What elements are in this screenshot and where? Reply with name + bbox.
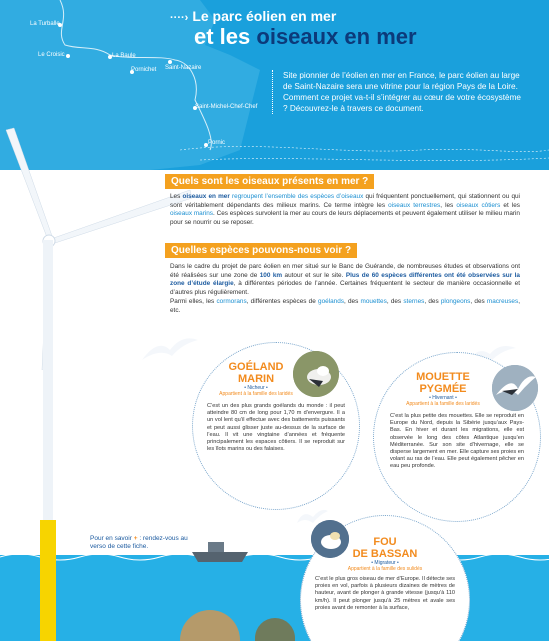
bird-name: MOUETTE [416, 371, 470, 383]
town-label: La Turballe [30, 21, 60, 27]
survey-boat-icon [190, 538, 250, 566]
title-highlight: oiseaux en mer [256, 24, 417, 49]
town-label: Pornic [208, 140, 226, 146]
more-info-note: Pour en savoir + : rendez-vous au verso de cette fiche. [90, 535, 188, 550]
page-title-line1 [170, 8, 336, 24]
bird-card-mouette-pygmee [373, 352, 541, 522]
bird-name: FOU [373, 536, 397, 548]
mouette-photo [492, 365, 538, 411]
bird-description: C’est un des plus grands goélands du monde : il peut atteindre 80 cm de long pour 1,70 m d’envergure. Il a un vol lent qu’il effectue avec des battements puissants et peut aussi glisser juste au-dessus de la surface de l’eau. Il vit une vingtaine d’années et fréquente principalement les espaces côtiers. Il se reproduit sur les îlots marins ou des falaises. [207, 403, 345, 453]
nature-sidebar [74, 310, 138, 480]
nature-label-2: NATURE [74, 322, 99, 328]
bird-family: Appartient à la famille des sulidés [347, 566, 423, 572]
bird-status: • Hivernant • [429, 395, 457, 401]
turbine-foundation [40, 520, 56, 641]
town-label: Saint-Nazaire [165, 65, 202, 71]
town-label: La Baule [112, 53, 136, 59]
section-species-text: Dans le cadre du projet de parc éolien en mer situé sur le Banc de Guérande, de nombreuses études et observations ont été réalisées sur une zone de 100 km autour et sur le site. Plus de 60 espèces différentes ont été observées sur la zone d’étude élargie, à différentes périodes de l’année. Certaines fréquentent le secteur de manière occasionnelle et d’autres plus régulièrement. Parmi elles, les cormorans, différentes espèces de goélands, des mouettes, des sternes, des plongeons, des macreuses, etc. [170, 263, 521, 314]
town-label: Saint-Michel-Chef-Chef [195, 104, 258, 110]
fou-photo [311, 520, 349, 558]
bird-name: DE BASSAN [352, 548, 418, 560]
goeland-photo [293, 351, 339, 397]
title-prefix: et les [194, 24, 251, 49]
title-line1-text: Le parc éolien en mer [192, 8, 337, 24]
turbine-tower [43, 240, 53, 555]
intro-text: Site pionnier de l’éolien en mer en France, le parc éolien au large de Saint-Nazaire sera une vitrine pour la région Pays de la Loire. Comment ce projet va-t-il s’intégrer au cœur de votre écosystème ? Découvrez-le à travers ce document. [272, 70, 523, 114]
town-marker [168, 60, 172, 64]
bird-family: Appartient à la famille des laridés [219, 391, 293, 397]
section-birds-present-text: Les oiseaux en mer regroupent l’ensemble des espèces d’oiseaux qui fréquentent ponctuellement, qui stationnent ou qui sont véritablement dépendants des milieux marins. Ce terme intègre les oiseaux terrestres, les oiseaux côtiers et les oiseaux marins. Ces espèces survolent la mer au cours de leurs déplacements et peuvent également utiliser le milieu marin pour se nourrir ou se reposer. [170, 193, 520, 227]
town-label: Le Croisic [38, 52, 65, 58]
nature-label-1: LA [74, 310, 138, 321]
section-heading-birds-present: Quels sont les oiseaux présents en mer ? [165, 174, 374, 189]
arrows-icon: ····› [170, 12, 189, 24]
page-title-line2 [194, 24, 417, 50]
bird-status: • Migrateur • [371, 560, 399, 566]
seabird-flying-icon [140, 330, 200, 370]
bird-name: GOÉLAND [228, 361, 284, 373]
nature-label-3: AVANT [74, 330, 94, 336]
bird-description: C’est la plus petite des mouettes. Elle se reproduit en Europe du Nord, depuis la Sibérie jusqu’aux Pays-Bas. En hiver et durant les migrations, elle est observée le long des côtes Atlantique jusqu’en Méditerranée. Sur son site d’hivernage, elle se disperse largement en mer. Elle capture ses proies en volant au ras de l’eau. Elle peut également pêcher en eau peu profonde. [390, 413, 524, 470]
wave-line [0, 545, 549, 565]
bird-description: C’est le plus gros oiseau de mer d’Europe. Il détecte ses proies en vol, parfois à plusieurs dizaines de mètres de hauteur, avant de plonger à grande vitesse (jusqu’à 110 km/h). Il peut plonger jusqu’à 25 mètres et avale ses proies avant de remonter à la surface, [315, 576, 455, 611]
nature-sidebar-text: Les ornithologues de Bretagne Vivante et de la LPO (Ligue de Protection des Oiseaux) réalisent des observations en mer depuis 2013. Elles sont réalisées sur un bateau à partir d’une plateforme spécialement aménagée, en suivant des lignes de navigation préalablement définies : les transects. [74, 353, 138, 479]
town-label: Pornichet [131, 67, 157, 73]
town-marker [66, 54, 70, 58]
section-heading-species: Quelles espèces pouvons-nous voir ? [165, 243, 357, 258]
bird-status: • Nicheur • [244, 385, 268, 391]
bird-card-goeland-marin [192, 342, 360, 510]
nature-label-4: TOUT [74, 337, 138, 348]
bird-name: MARIN [237, 373, 275, 385]
bird-family: Appartient à la famille des laridés [406, 401, 480, 407]
bird-card-fou-de-bassan [300, 515, 470, 641]
plus-icon: + [133, 535, 138, 542]
bird-name: PYGMÉE [419, 383, 467, 395]
